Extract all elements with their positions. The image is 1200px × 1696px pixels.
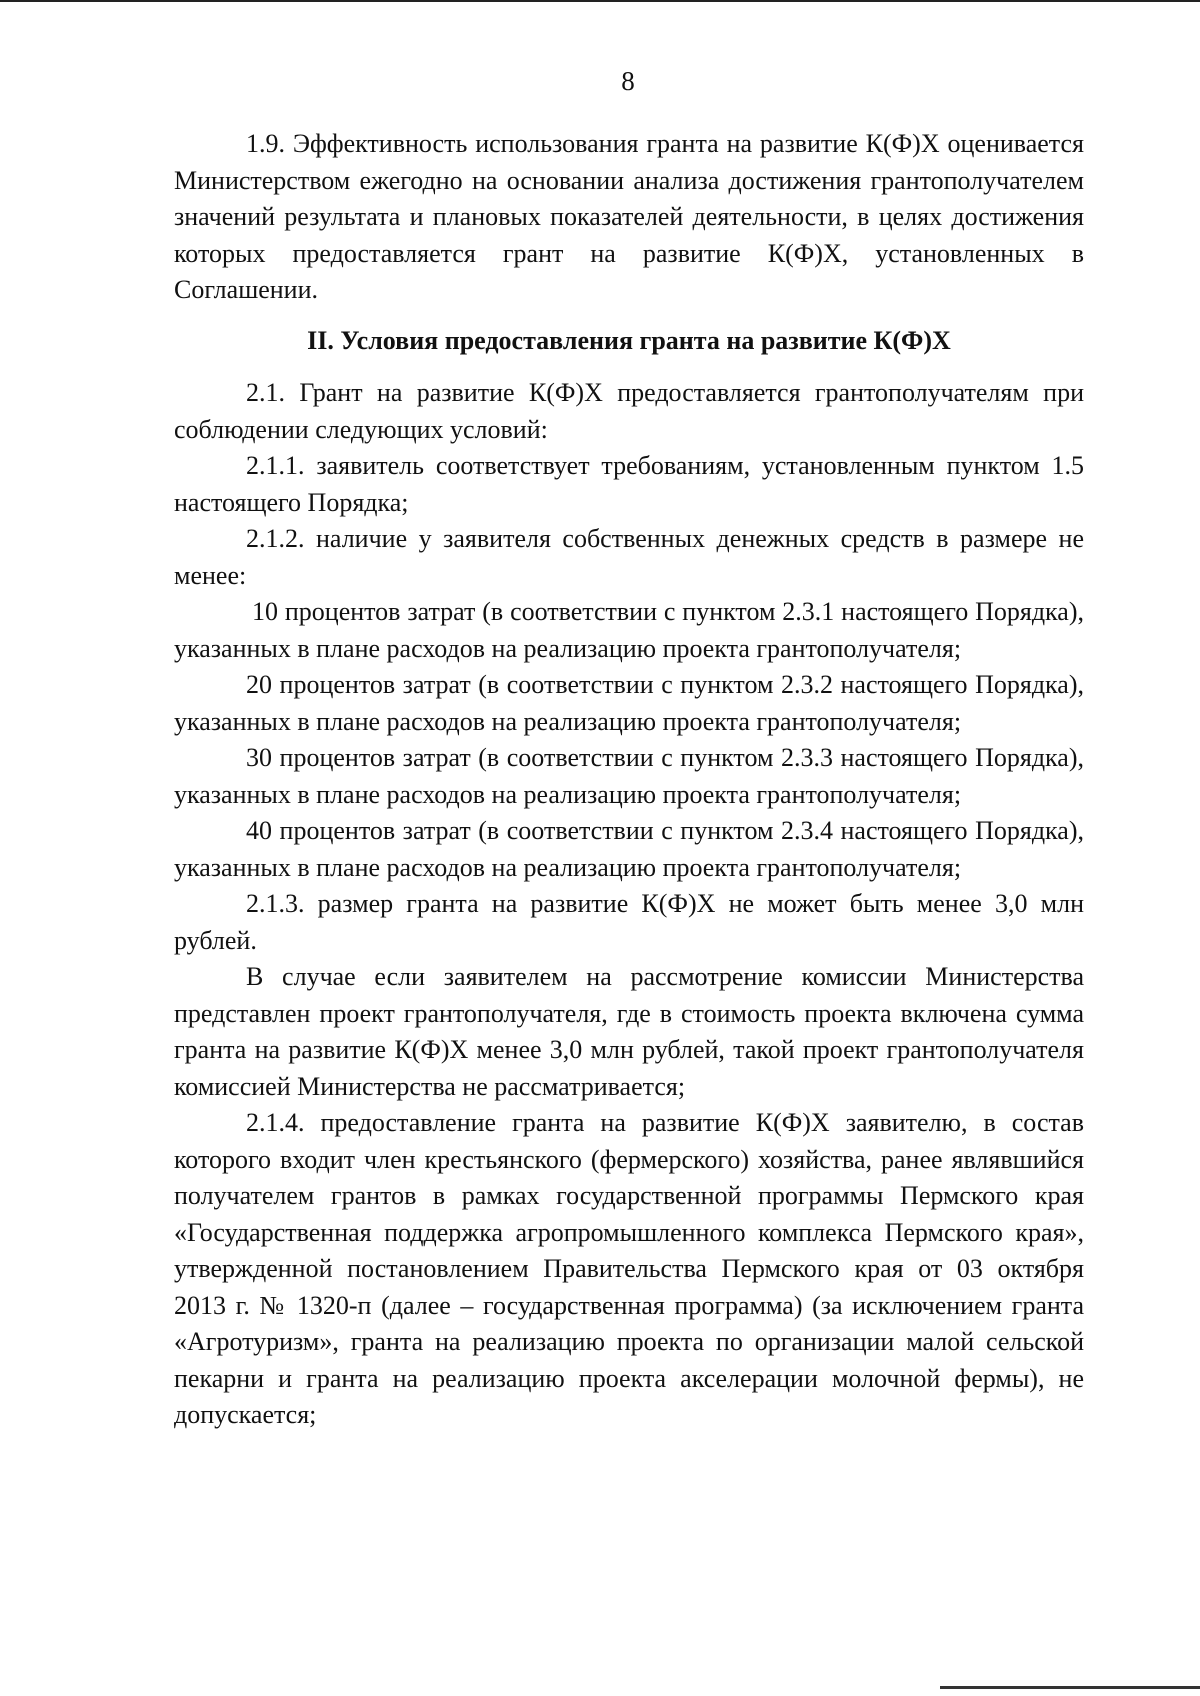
paragraph-2-1-3: 2.1.3. размер гранта на развитие К(Ф)Х не может быть менее 3,0 млн рублей. — [174, 889, 1084, 955]
paragraph-2-1: 2.1. Грант на развитие К(Ф)Х предоставляется грантополучателям при соблюдении следующих условий: — [174, 378, 1084, 444]
paragraph-40-percent: 40 процентов затрат (в соответствии с пунктом 2.3.4 настоящего Порядка), указанных в плане расходов на реализацию проекта грантополучателя; — [174, 816, 1084, 882]
paragraph-2-1-4: 2.1.4. предоставление гранта на развитие К(Ф)Х заявителю, в состав которого входит член крестьянского (фермерского) хозяйства, ранее являвшийся получателем грантов в рамках государственной программы Пермского края «Государственная поддержка агропромышленного комплекса Пермского края», утвержденной постановлением Правительства Пермского края от 03 октября 2013 г. № 1320-п (далее – государственная программа) (за исключением гранта «Агротуризм», гранта на реализацию проекта по организации малой сельской пекарни и гранта на реализацию проекта акселерации молочной фермы), не допускается; — [174, 1108, 1084, 1429]
paragraph-10-percent: 10 процентов затрат (в соответствии с пунктом 2.3.1 настоящего Порядка), указанных в плане расходов на реализацию проекта грантополучателя; — [174, 597, 1084, 663]
page-number: 8 — [621, 66, 635, 96]
scan-edge-top — [0, 0, 1200, 2]
document-body — [174, 126, 1084, 1434]
paragraph-2-1-1: 2.1.1. заявитель соответствует требованиям, установленным пунктом 1.5 настоящего Порядка; — [174, 451, 1084, 517]
paragraph-case: В случае если заявителем на рассмотрение комиссии Министерства представлен проект грантополучателя, где в стоимость проекта включена сумма гранта на развитие К(Ф)Х менее 3,0 млн рублей, такой проект грантополучателя комиссией Министерства не рассматривается; — [174, 962, 1084, 1101]
paragraph-20-percent: 20 процентов затрат (в соответствии с пунктом 2.3.2 настоящего Порядка), указанных в плане расходов на реализацию проекта грантополучателя; — [174, 670, 1084, 736]
paragraph-2-1-2: 2.1.2. наличие у заявителя собственных денежных средств в размере не менее: — [174, 524, 1084, 590]
scan-edge-bottom — [940, 1686, 1200, 1689]
paragraph-1-9: 1.9. Эффективность использования гранта на развитие К(Ф)Х оценивается Министерством ежегодно на основании анализа достижения грантополучателем значений результата и плановых показателей деятельности, в целях достижения которых предоставляется грант на развитие К(Ф)Х, установленных в Соглашении. — [174, 129, 1084, 304]
paragraph-30-percent: 30 процентов затрат (в соответствии с пунктом 2.3.3 настоящего Порядка), указанных в плане расходов на реализацию проекта грантополучателя; — [174, 743, 1084, 809]
section-title: II. Условия предоставления гранта на развитие К(Ф)Х — [307, 325, 951, 355]
